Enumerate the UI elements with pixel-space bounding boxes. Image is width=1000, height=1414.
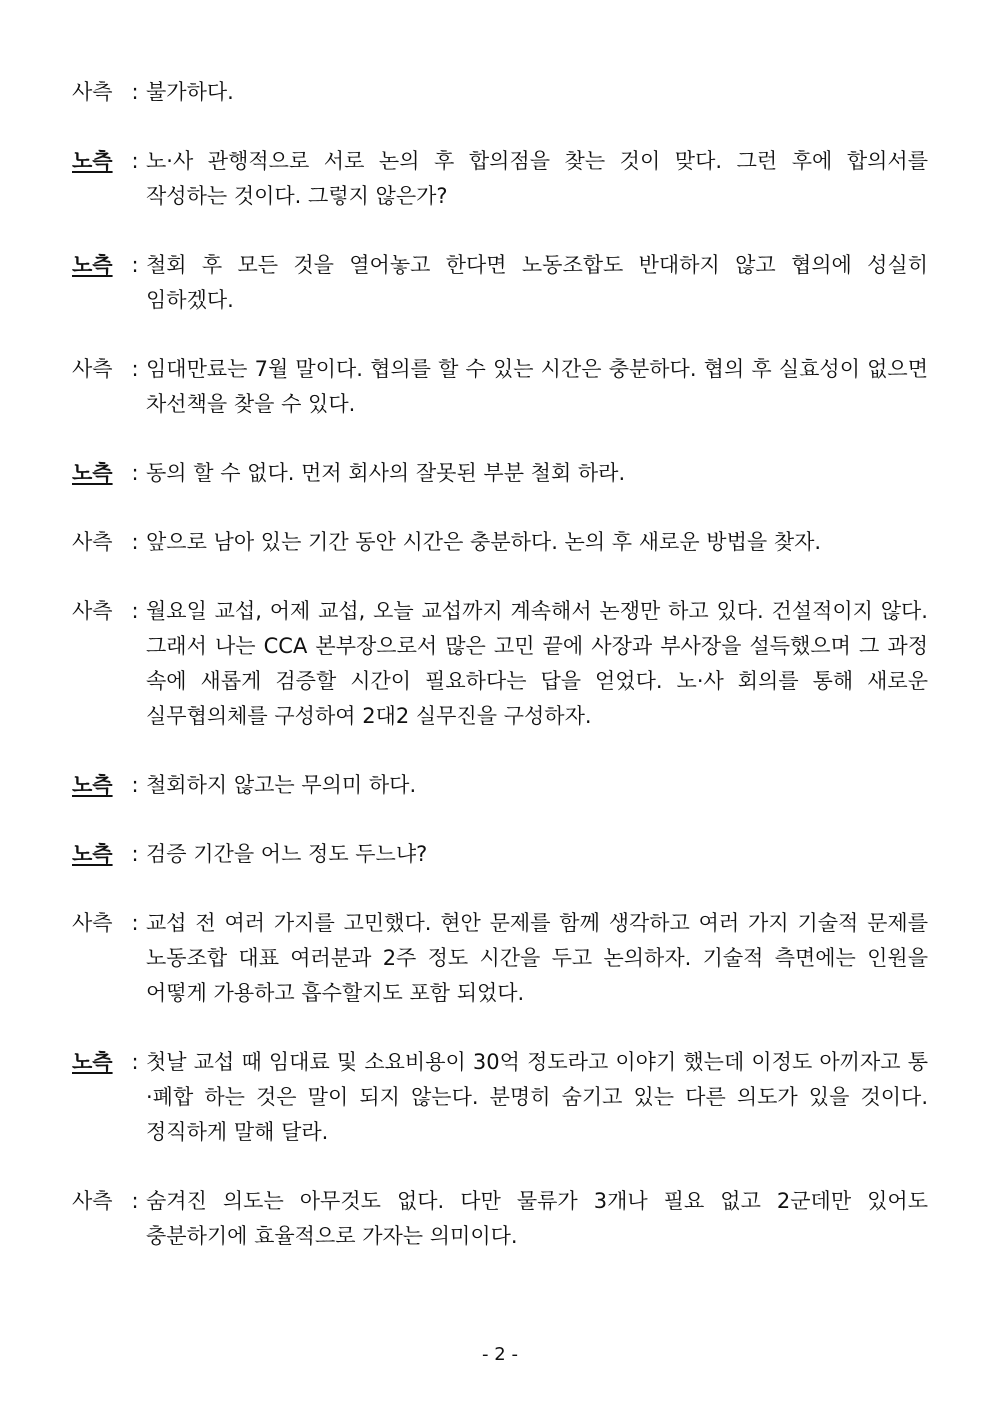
dialogue-text: 앞으로 남아 있는 기간 동안 시간은 충분하다. 논의 후 새로운 방법을 찾자. (146, 530, 822, 554)
dialogue-entry (72, 144, 928, 214)
speaker-label: 노측 (72, 461, 113, 485)
speaker-label: 노측 (72, 842, 113, 866)
speaker-separator: : (131, 911, 139, 935)
dialogue-list (72, 75, 928, 1254)
page-number: - 2 - (482, 1344, 518, 1365)
dialogue-text: 철회 후 모든 것을 열어놓고 한다면 노동조합도 반대하지 않고 협의에 성실히 임하겠다. (146, 253, 928, 312)
dialogue-entry (72, 768, 928, 803)
speaker-label: 노측 (72, 773, 113, 797)
dialogue-entry (72, 456, 928, 491)
speaker-separator: : (131, 149, 139, 173)
dialogue-text: 교섭 전 여러 가지를 고민했다. 현안 문제를 함께 생각하고 여러 가지 기술적 문제를 노동조합 대표 여러분과 2주 정도 시간을 두고 논의하자. 기술적 측면에는 인원을 어떻게 가용하고 흡수할지도 포함 되었다. (146, 911, 928, 1005)
speaker-label: 노측 (72, 1050, 113, 1074)
dialogue-entry (72, 75, 928, 110)
speaker-label: 사측 (72, 911, 113, 935)
dialogue-entry (72, 248, 928, 318)
dialogue-text: 검증 기간을 어느 정도 두느냐? (146, 842, 428, 866)
dialogue-text: 노·사 관행적으로 서로 논의 후 합의점을 찾는 것이 맞다. 그런 후에 합의서를 작성하는 것이다. 그렇지 않은가? (146, 149, 928, 208)
speaker-label: 사측 (72, 357, 113, 381)
dialogue-text: 숨겨진 의도는 아무것도 없다. 다만 물류가 3개나 필요 없고 2군데만 있어도 충분하기에 효율적으로 가자는 의미이다. (146, 1189, 928, 1248)
speaker-separator: : (131, 1050, 139, 1074)
speaker-separator: : (131, 357, 139, 381)
dialogue-entry (72, 906, 928, 1011)
speaker-label: 사측 (72, 1189, 113, 1213)
speaker-label: 사측 (72, 599, 113, 623)
dialogue-text: 철회하지 않고는 무의미 하다. (146, 773, 417, 797)
speaker-label: 노측 (72, 149, 113, 173)
speaker-label: 사측 (72, 530, 113, 554)
speaker-separator: : (131, 1189, 139, 1213)
speaker-separator: : (131, 253, 139, 277)
dialogue-text: 임대만료는 7월 말이다. 협의를 할 수 있는 시간은 충분하다. 협의 후 실효성이 없으면 차선책을 찾을 수 있다. (146, 357, 928, 416)
speaker-separator: : (131, 530, 139, 554)
dialogue-entry (72, 594, 928, 734)
speaker-separator: : (131, 773, 139, 797)
dialogue-entry (72, 352, 928, 422)
speaker-separator: : (131, 599, 139, 623)
dialogue-text: 동의 할 수 없다. 먼저 회사의 잘못된 부분 철회 하라. (146, 461, 626, 485)
dialogue-text: 첫날 교섭 때 임대료 및 소요비용이 30억 정도라고 이야기 했는데 이정도 아끼자고 통·폐합 하는 것은 말이 되지 않는다. 분명히 숨기고 있는 다른 의도가 있을 것이다. 정직하게 말해 달라. (146, 1050, 928, 1144)
dialogue-entry (72, 525, 928, 560)
dialogue-text: 월요일 교섭, 어제 교섭, 오늘 교섭까지 계속해서 논쟁만 하고 있다. 건설적이지 않다. 그래서 나는 CCA 본부장으로서 많은 고민 끝에 사장과 부사장을 설득했으며 그 과정 속에 새롭게 검증할 시간이 필요하다는 답을 얻었다. 노·사 회의를 통해 새로운 실무협의체를 구성하여 2대2 실무진을 구성하자. (146, 599, 928, 728)
dialogue-text: 불가하다. (146, 80, 234, 104)
dialogue-entry (72, 837, 928, 872)
dialogue-entry (72, 1184, 928, 1254)
speaker-label: 노측 (72, 253, 113, 277)
speaker-label: 사측 (72, 80, 113, 104)
speaker-separator: : (131, 842, 139, 866)
dialogue-entry (72, 1045, 928, 1150)
speaker-separator: : (131, 461, 139, 485)
speaker-separator: : (131, 80, 139, 104)
